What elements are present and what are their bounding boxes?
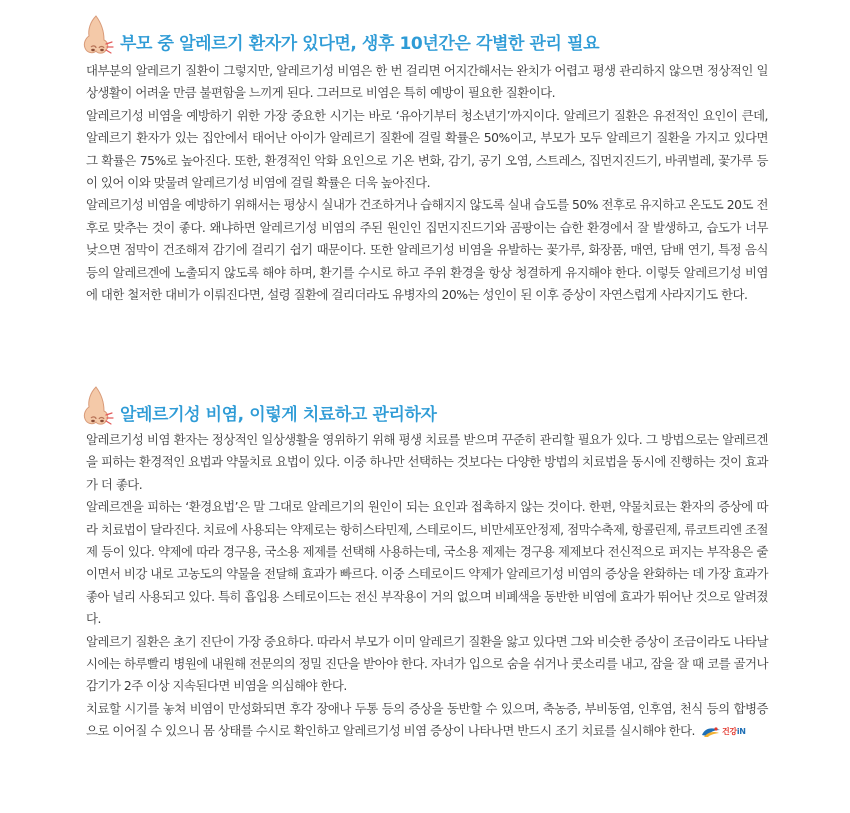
logo-text-in: iN <box>736 726 746 736</box>
logo-text-main: 건강 <box>722 726 737 736</box>
logo-mark-icon <box>701 726 721 738</box>
paragraph: 알레르기 질환은 초기 진단이 가장 중요하다. 따라서 부모가 이미 알레르기 질환을 앓고 있다면 그와 비슷한 증상이 조금이라도 나타날 시에는 하루빨리 병원에 내원해 전문의의 정밀 진단을 받아야 한다. 자녀가 입으로 숨을 쉬거나 콧소리를 내고, 잠을 잘 때 코를 골거나 감기가 2주 이상 지속된다면 비염을 의심해야 한다. <box>86 633 768 694</box>
logo-text <box>722 721 746 743</box>
health-in-logo-icon <box>701 725 746 739</box>
paragraph: 대부분의 알레르기 질환이 그렇지만, 알레르기성 비염은 한 번 걸리면 어지간해서는 완치가 어렵고 평생 관리하지 않으면 정상적인 일상생활이 어려울 만큼 불편함을 느끼게 된다. 그러므로 비염은 특히 예방이 필요한 질환이다. <box>86 63 768 101</box>
section-treatment <box>86 385 768 743</box>
nose-icon <box>82 385 116 429</box>
paragraph: 알레르기성 비염을 예방하기 위해서는 평상시 실내가 건조하거나 습해지지 않도록 실내 습도를 50% 전후로 유지하고 온도도 20도 전후로 맞추는 것이 좋다. 왜냐하면 알레르기성 비염의 주된 원인인 집먼지진드기와 곰팡이는 습한 환경에서 잘 발생하고, 습도가 너무 낮으면 점막이 건조해져 감기에 걸리기 쉽기 때문이다. 또한 알레르기성 비염을 유발하는 꽃가루, 화장품, 매연, 담배 연기, 특정 음식 등의 알레르겐에 노출되지 않도록 해야 하며, 환기를 수시로 하고 주위 환경을 항상 청결하게 유지해야 한다. 이렇듯 알레르기성 비염에 대한 철저한 대비가 이뤄진다면, 설령 질환에 걸리더라도 유병자의 20%는 성인이 된 이후 증상이 자연스럽게 사라지기도 한다. <box>86 197 768 303</box>
paragraph: 알레르기성 비염 환자는 정상적인 일상생활을 영위하기 위해 평생 치료를 받으며 꾸준히 관리할 필요가 있다. 그 방법으로는 알레르겐을 피하는 환경적인 요법과 약물치료 요법이 있다. 이중 하나만 선택하는 것보다는 다양한 방법의 치료법을 동시에 진행하는 것이 효과가 더 좋다. <box>86 432 768 492</box>
section-heading <box>82 14 768 58</box>
section-title: 알레르기성 비염, 이렇게 치료하고 관리하자 <box>120 404 437 425</box>
nose-icon <box>82 14 116 58</box>
paragraph-text: 치료할 시기를 놓쳐 비염이 만성화되면 후각 장애나 두통 등의 증상을 동반할 수 있으며, 축농증, 부비동염, 인후염, 천식 등의 합병증으로 이어질 수 있으니 몸 상태를 수시로 확인하고 알레르기성 비염 증상이 나타나면 반드시 조기 치료를 실시해야 한다. <box>86 700 768 739</box>
paragraph: 알레르기성 비염을 예방하기 위한 가장 중요한 시기는 바로 ‘유아기부터 청소년기’까지이다. 알레르기 질환은 유전적인 요인이 큰데, 알레르기 환자가 있는 집안에서 태어난 아이가 알레르기 질환에 걸릴 확률은 50%이고, 부모가 모두 알레르기 질환을 가지고 있다면 그 확률은 75%로 높아진다. 또한, 환경적인 악화 요인으로 기온 변화, 감기, 공기 오염, 스트레스, 집먼지진드기, 바퀴벌레, 꽃가루 등이 있어 이와 맞물려 알레르기성 비염에 걸릴 확률은 더욱 높아진다. <box>86 107 768 191</box>
section-title: 부모 중 알레르기 환자가 있다면, 생후 10년간은 각별한 관리 필요 <box>120 33 600 54</box>
section-heading <box>82 385 768 429</box>
section-prevention <box>86 14 768 306</box>
paragraph: 알레르겐을 피하는 ‘환경요법’은 말 그대로 알레르기의 원인이 되는 요인과 접촉하지 않는 것이다. 한편, 약물치료는 환자의 증상에 따라 치료법이 달라진다. 치료에 사용되는 약제로는 항히스타민제, 스테로이드, 비만세포안정제, 점막수축제, 항콜린제, 류코트리엔 조절제 등이 있다. 약제에 따라 경구용, 국소용 제제를 선택해 사용하는데, 국소용 제제는 경구용 제제보다 전신적으로 퍼지는 부작용은 줄이면서 비강 내로 고농도의 약물을 전달해 효과가 빠르다. 이중 스테로이드 약제가 알레르기성 비염의 증상을 완화하는 데 가장 효과가 좋아 널리 사용되고 있다. 특히 흡입용 스테로이드는 전신 부작용이 거의 없으며 비폐색을 동반한 비염에 효과가 뛰어난 것으로 알려졌다. <box>86 499 768 627</box>
section-body <box>86 60 768 306</box>
section-body <box>86 429 768 743</box>
paragraph-last <box>86 698 768 743</box>
